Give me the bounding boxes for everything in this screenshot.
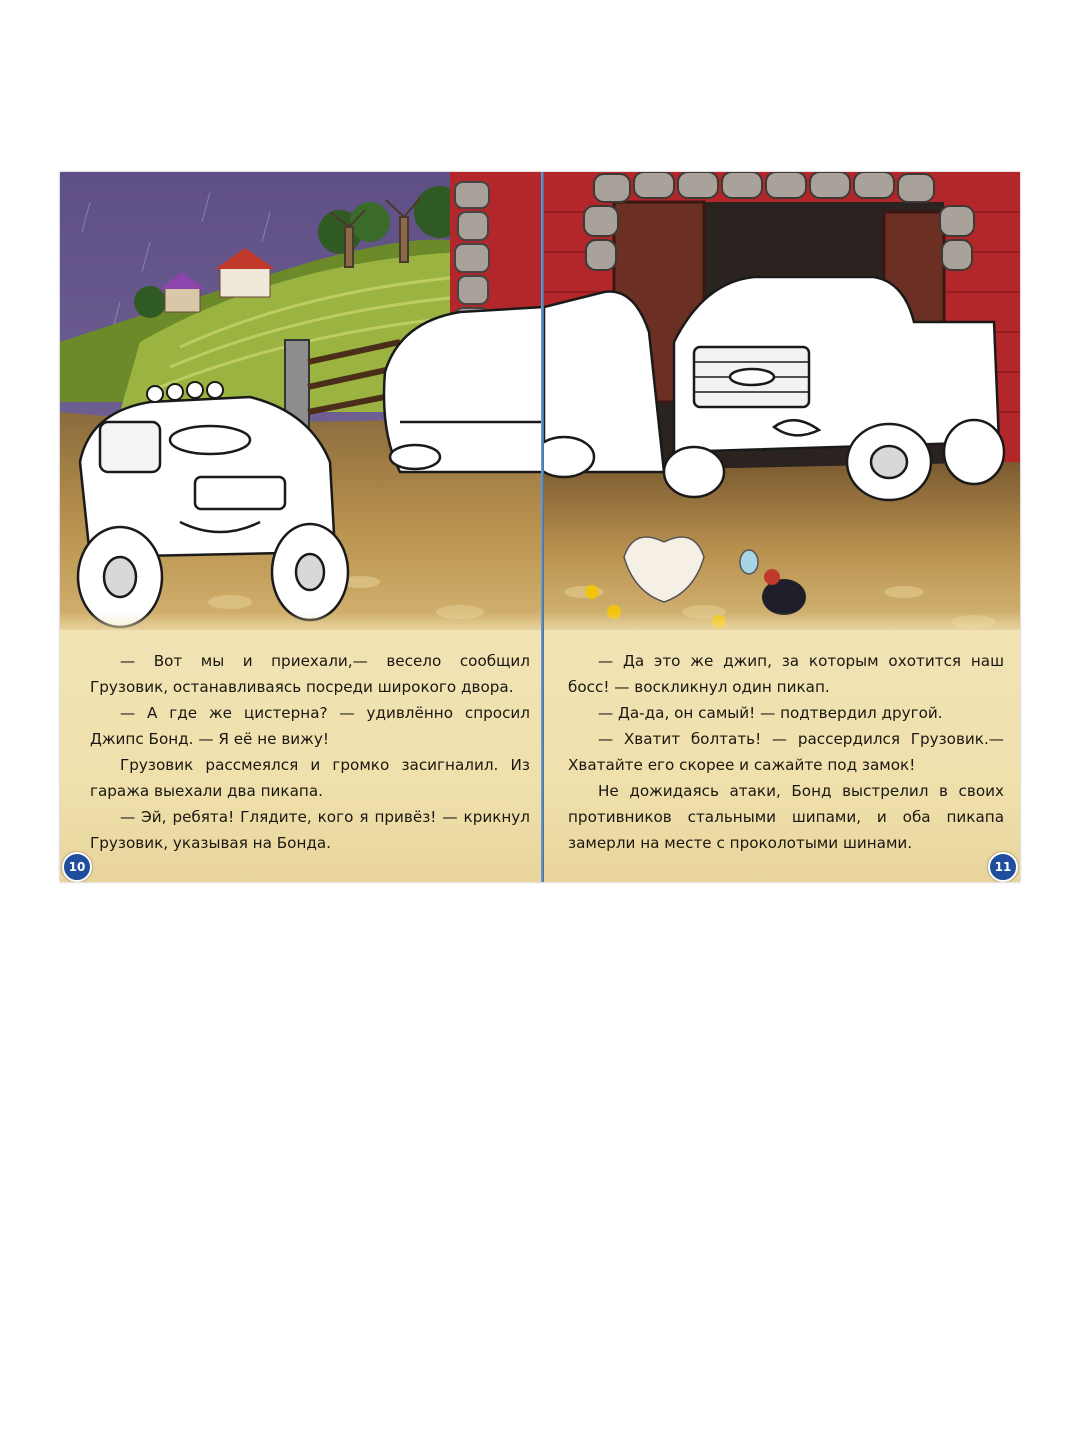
paragraph: — Да это же джип, за которым охотится наш босс! — воскликнул один пикап. [568, 652, 1004, 696]
paragraph: — Хватит болтать! — рассердился Грузовик.— Хватайте его скорее и сажайте под замок! [568, 730, 1004, 774]
left-page [60, 172, 544, 882]
paragraph: — Эй, ребята! Глядите, кого я привёз! — крикнул Грузовик, указывая на Бонда. [90, 808, 530, 852]
right-page [544, 172, 1020, 882]
left-text-area [60, 630, 544, 882]
book-spread [60, 172, 1020, 882]
left-illustration [60, 172, 544, 642]
right-text-area [544, 630, 1020, 882]
right-illustration [544, 172, 1020, 642]
right-text-block [568, 648, 1004, 856]
page-number-badge: 10 [62, 852, 92, 882]
page-number-badge: 11 [988, 852, 1018, 882]
paragraph: Не дожидаясь атаки, Бонд выстрелил в своих противников стальными шипами, и оба пикапа замерли на месте с проколотыми шинами. [568, 782, 1004, 852]
paragraph: — Да-да, он самый! — подтвердил другой. [598, 704, 943, 722]
paragraph: — Вот мы и приехали,— весело сообщил Грузовик, останавливаясь посреди широкого двора. [90, 652, 530, 696]
paragraph: Грузовик рассмеялся и громко засигналил. Из гаража выехали два пикапа. [90, 756, 530, 800]
paragraph: — А где же цистерна? — удивлённо спросил Джипс Бонд. — Я её не вижу! [90, 704, 530, 748]
left-text-block [90, 648, 530, 856]
